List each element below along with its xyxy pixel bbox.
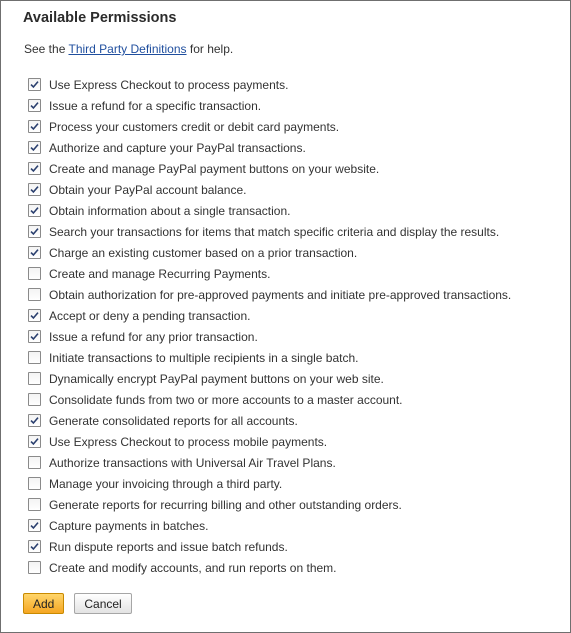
permission-item <box>28 515 511 536</box>
permission-item <box>28 221 511 242</box>
permission-checkbox[interactable] <box>28 288 41 301</box>
checkmark-icon <box>30 206 39 215</box>
permission-item <box>28 263 511 284</box>
permission-checkbox[interactable] <box>28 99 41 112</box>
permission-item <box>28 368 511 389</box>
permission-label: Consolidate funds from two or more accounts to a master account. <box>49 392 403 407</box>
permission-item <box>28 536 511 557</box>
checkmark-icon <box>30 521 39 530</box>
checkmark-icon <box>30 80 39 89</box>
permission-label: Use Express Checkout to process payments. <box>49 77 289 92</box>
checkmark-icon <box>30 101 39 110</box>
permission-label: Generate consolidated reports for all accounts. <box>49 413 298 428</box>
permission-label: Charge an existing customer based on a prior transaction. <box>49 245 358 260</box>
permission-label: Create and manage Recurring Payments. <box>49 266 271 281</box>
permission-label: Obtain authorization for pre-approved payments and initiate pre-approved transactions. <box>49 287 512 302</box>
permission-item <box>28 473 511 494</box>
checkmark-icon <box>30 122 39 131</box>
help-prefix: See the <box>24 42 69 56</box>
permission-label: Create and manage PayPal payment buttons on your website. <box>49 161 380 176</box>
permission-checkbox[interactable] <box>28 246 41 259</box>
permission-item <box>28 242 511 263</box>
permission-label: Run dispute reports and issue batch refunds. <box>49 539 288 554</box>
permission-checkbox[interactable] <box>28 162 41 175</box>
permission-item <box>28 389 511 410</box>
permission-label: Accept or deny a pending transaction. <box>49 308 251 323</box>
permission-label: Process your customers credit or debit card payments. <box>49 119 340 134</box>
checkmark-icon <box>30 332 39 341</box>
checkmark-icon <box>30 542 39 551</box>
permission-label: Issue a refund for a specific transaction. <box>49 98 262 113</box>
permission-label: Manage your invoicing through a third party. <box>49 476 283 491</box>
checkmark-icon <box>30 143 39 152</box>
permission-checkbox[interactable] <box>28 141 41 154</box>
permission-item <box>28 95 511 116</box>
permission-checkbox[interactable] <box>28 414 41 427</box>
checkmark-icon <box>30 185 39 194</box>
permission-item <box>28 410 511 431</box>
permission-item <box>28 116 511 137</box>
permission-label: Use Express Checkout to process mobile payments. <box>49 434 328 449</box>
checkmark-icon <box>30 311 39 320</box>
permission-label: Authorize and capture your PayPal transactions. <box>49 140 306 155</box>
permission-label: Capture payments in batches. <box>49 518 209 533</box>
permission-checkbox[interactable] <box>28 393 41 406</box>
add-button[interactable]: Add <box>23 593 64 614</box>
help-text <box>24 42 233 56</box>
permission-item <box>28 494 511 515</box>
help-suffix: for help. <box>186 42 234 56</box>
permission-checkbox[interactable] <box>28 519 41 532</box>
permission-item <box>28 305 511 326</box>
permission-checkbox[interactable] <box>28 330 41 343</box>
permission-checkbox[interactable] <box>28 120 41 133</box>
permission-checkbox[interactable] <box>28 267 41 280</box>
checkmark-icon <box>30 437 39 446</box>
action-buttons <box>23 593 132 614</box>
permission-checkbox[interactable] <box>28 204 41 217</box>
permission-label: Initiate transactions to multiple recipients in a single batch. <box>49 350 359 365</box>
permission-label: Issue a refund for any prior transaction. <box>49 329 258 344</box>
permission-label: Search your transactions for items that match specific criteria and display the results. <box>49 224 500 239</box>
permission-checkbox[interactable] <box>28 561 41 574</box>
permission-checkbox[interactable] <box>28 477 41 490</box>
permission-item <box>28 326 511 347</box>
page-title: Available Permissions <box>23 10 177 26</box>
permission-item <box>28 137 511 158</box>
third-party-definitions-link[interactable]: Third Party Definitions <box>68 42 187 56</box>
cancel-button[interactable]: Cancel <box>74 593 131 614</box>
permission-checkbox[interactable] <box>28 372 41 385</box>
permission-item <box>28 179 511 200</box>
permission-label: Create and modify accounts, and run reports on them. <box>49 560 337 575</box>
permission-label: Obtain your PayPal account balance. <box>49 182 247 197</box>
permission-label: Obtain information about a single transaction. <box>49 203 291 218</box>
permission-checkbox[interactable] <box>28 435 41 448</box>
permission-checkbox[interactable] <box>28 225 41 238</box>
checkmark-icon <box>30 227 39 236</box>
permission-checkbox[interactable] <box>28 183 41 196</box>
permission-item <box>28 347 511 368</box>
permission-item <box>28 200 511 221</box>
permission-checkbox[interactable] <box>28 456 41 469</box>
permission-label: Authorize transactions with Universal Air Travel Plans. <box>49 455 336 470</box>
permission-item <box>28 431 511 452</box>
checkmark-icon <box>30 416 39 425</box>
permission-checkbox[interactable] <box>28 309 41 322</box>
permission-item <box>28 74 511 95</box>
checkmark-icon <box>30 248 39 257</box>
permission-checkbox[interactable] <box>28 78 41 91</box>
permission-item <box>28 557 511 578</box>
permission-checkbox[interactable] <box>28 498 41 511</box>
checkmark-icon <box>30 164 39 173</box>
permission-list <box>28 74 511 578</box>
permission-label: Dynamically encrypt PayPal payment buttons on your web site. <box>49 371 384 386</box>
permission-checkbox[interactable] <box>28 540 41 553</box>
permission-item <box>28 452 511 473</box>
permission-item <box>28 158 511 179</box>
permission-checkbox[interactable] <box>28 351 41 364</box>
permission-label: Generate reports for recurring billing and other outstanding orders. <box>49 497 402 512</box>
permission-item <box>28 284 511 305</box>
